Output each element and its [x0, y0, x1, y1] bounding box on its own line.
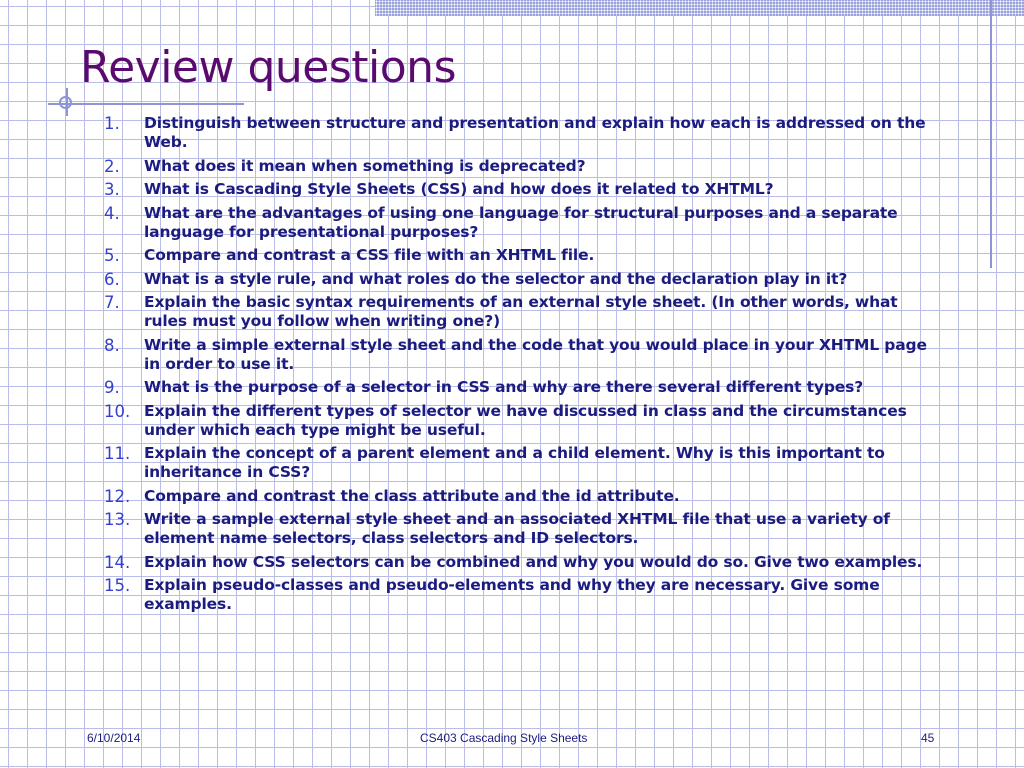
question-number: 12. [104, 486, 131, 506]
question-text: Explain the concept of a parent element and a child element. Why is this important to inheritance in CSS? [144, 444, 885, 481]
question-number: 2. [104, 156, 120, 176]
question-number: 4. [104, 203, 120, 223]
question-text: Distinguish between structure and presentation and explain how each is addressed on the Web. [144, 114, 926, 151]
title-underline [48, 103, 244, 105]
question-item [104, 487, 944, 506]
question-text: What is Cascading Style Sheets (CSS) and how does it related to XHTML? [144, 180, 774, 198]
question-text: Write a simple external style sheet and the code that you would place in your XHTML page in order to use it. [144, 335, 927, 373]
title-circle-ornament [59, 96, 72, 109]
question-item [104, 270, 944, 289]
question-item [104, 114, 944, 152]
footer-date: 6/10/2014 [87, 731, 141, 745]
question-text: Write a sample external style sheet and an associated XHTML file that use a variety of element name selectors, class selectors and ID selectors. [144, 510, 890, 547]
question-item [104, 246, 944, 265]
question-text: Explain pseudo-classes and pseudo-elements and why they are necessary. Give some examples. [144, 576, 880, 613]
question-number: 3. [104, 180, 120, 199]
question-item [104, 510, 944, 548]
question-item [104, 336, 944, 374]
question-text: Explain the basic syntax requirements of an external style sheet. (In other words, what rules must you follow when writing one?) [144, 293, 898, 330]
question-number: 15. [104, 576, 131, 595]
slide-title: Review questions [80, 42, 456, 93]
question-number: 7. [104, 293, 120, 312]
question-text: What are the advantages of using one language for structural purposes and a separate language for presentational purposes? [144, 203, 898, 241]
question-item [104, 180, 944, 199]
question-text: What is the purpose of a selector in CSS and why are there several different types? [144, 378, 864, 396]
question-item [104, 293, 944, 331]
question-number: 8. [104, 335, 120, 355]
question-number: 14. [104, 552, 131, 572]
question-number: 1. [104, 114, 120, 133]
question-text: Explain the different types of selector we have discussed in class and the circumstances under which each type might be useful. [144, 401, 907, 439]
question-item [104, 444, 944, 482]
question-text: What is a style rule, and what roles do the selector and the declaration play in it? [144, 269, 848, 288]
question-item [104, 402, 944, 440]
question-number: 5. [104, 246, 120, 265]
decorative-top-bar [375, 0, 1024, 16]
question-item [104, 576, 944, 614]
question-item [104, 204, 944, 242]
decorative-right-line [990, 0, 992, 268]
question-text: What does it mean when something is deprecated? [144, 156, 586, 175]
question-text: Compare and contrast a CSS file with an XHTML file. [144, 246, 595, 264]
question-text: Compare and contrast the class attribute and the id attribute. [144, 486, 680, 505]
question-number: 13. [104, 510, 131, 529]
footer-page-number: 45 [921, 731, 935, 745]
question-item [104, 378, 944, 397]
question-text: Explain how CSS selectors can be combined and why you would do so. Give two examples. [144, 552, 923, 571]
question-number: 6. [104, 269, 120, 289]
question-list [104, 114, 944, 619]
question-number: 11. [104, 444, 131, 463]
footer-course-title: CS403 Cascading Style Sheets [420, 731, 588, 745]
question-item [104, 553, 944, 572]
question-item [104, 157, 944, 176]
question-number: 10. [104, 401, 131, 421]
question-number: 9. [104, 378, 120, 397]
